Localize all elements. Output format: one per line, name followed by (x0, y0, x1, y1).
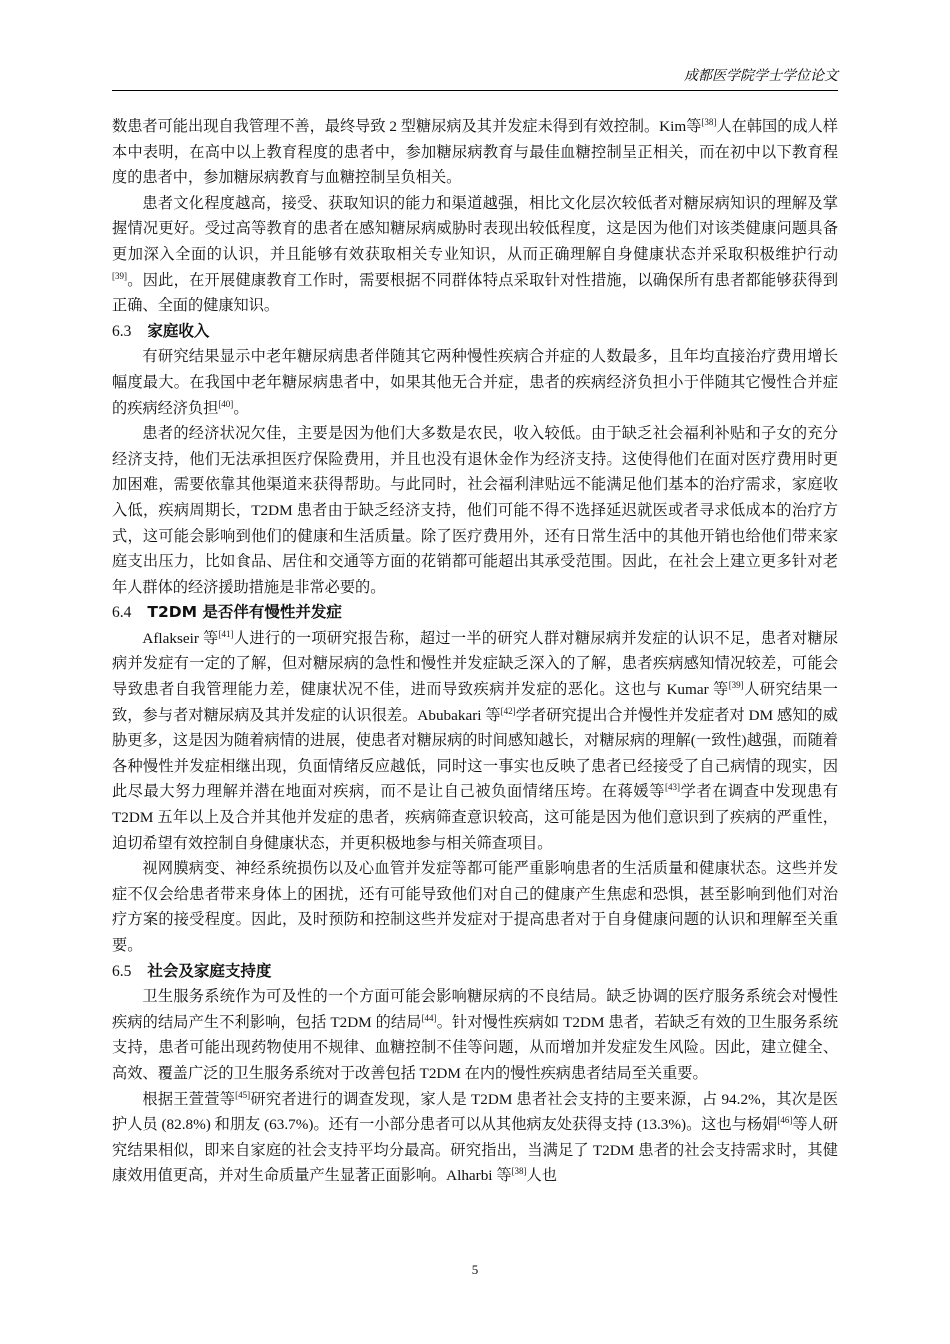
paragraph-text: 根据王萱萱等 (142, 1090, 236, 1108)
section-title: 家庭收入 (147, 321, 210, 340)
citation-ref: [41] (218, 628, 234, 639)
paragraph-text: 学者在调查中发现患有 T2DM 五年以上及合并其他并发症的患者，疾病筛查意识较高，这可能是因为他们意识到了疾病的严重性，迫切希望有效控制自身健康状态，并更积极地参与相关筛查项目。 (112, 783, 839, 852)
page-number: 5 (471, 1262, 479, 1277)
paragraph-text: 研究者进行的调查发现，家人是 T2DM 患者社会支持的主要来源，占 94.2%，其次是医护人员 (82.8%) 和朋友 (63.7%)。还有一小部分患者可以从其他病友处获得支持 (13.3%)。这也与杨娟 (112, 1090, 839, 1134)
paragraph-text: 。 (233, 399, 249, 417)
citation-ref: [42] (500, 705, 516, 716)
section-number: 6.3 (112, 322, 132, 340)
paragraph (112, 191, 838, 319)
paragraph-text: 学者研究提出合并慢性并发症者对 DM 感知的威胁更多，这是因为随着病情的进展，使患者对糖尿病的时间感知越长，对糖尿病的理解(一致性)越强，而随着各种慢性并发症相继出现，负面情绪反应越低，同时这一事实也反映了患者已经接受了自己病情的现实，因此尽最大努力理解并潜在地面对疾病，而不是让自己被负面情绪压垮。在蒋媛等 (112, 706, 838, 801)
citation-ref: [45] (235, 1089, 251, 1100)
paragraph-text: 数患者可能出现自我管理不善，最终导致 2 型糖尿病及其并发症未得到有效控制。Kim等 (112, 118, 702, 135)
paragraph (112, 421, 838, 600)
citation-ref: [39] (728, 680, 744, 690)
paragraph (112, 344, 838, 421)
paragraph-text: 。针对慢性疾病如 T2DM 患者，若缺乏有效的卫生服务系统支持，患者可能出现药物使用不规律、血糖控制不佳等问题，从而增加并发症发生风险。因此，建立健全、高效、覆盖广泛的卫生服务系统对于改善包括 T2DM 在内的慢性疾病患者结局至关重要。 (112, 1013, 839, 1082)
paragraph-text: 视网膜病变、神经系统损伤以及心血管并发症等都可能严重影响患者的生活质量和健康状态。这些并发症不仅会给患者带来身体上的困扰，还有可能导致他们对自己的健康产生焦虑和恐惧，甚至影响到他们对治疗方案的接受程度。因此，及时预防和控制这些并发症对于提高患者对于自身健康问题的认识和理解至关重要。 (112, 860, 838, 954)
paragraph (112, 1087, 838, 1189)
citation-ref: [46] (777, 1115, 793, 1126)
paragraph (112, 856, 838, 958)
paragraph-text: 人进行的一项研究报告称，超过一半的研究人群对糖尿病并发症的认识不足，患者对糖尿病并发症有一定的了解，但对糖尿病的急性和慢性并发症缺乏深入的了解，患者疾病感知情况较差，可能会导致患者自我管理能力差，健康状况不佳，进而导致疾病并发症的恶化。这也与 Kumar 等 (112, 629, 839, 699)
section-heading (112, 319, 838, 345)
paragraph-text: 人研究结果一致，参与者对糖尿病及其并发症的认识很差。Abubakari 等 (112, 681, 838, 724)
paragraph (112, 626, 838, 856)
citation-ref: [43] (665, 782, 680, 793)
running-header (112, 66, 838, 91)
citation-ref: [38] (701, 116, 717, 127)
citation-ref: [40] (218, 398, 234, 409)
paragraph-text: 有研究结果显示中老年糖尿病患者伴随其它两种慢性疾病合并症的人数最多，且年均直接治疗费用增长幅度最大。在我国中老年糖尿病患者中，如果其他无合并症，患者的疾病经济负担小于伴随其它慢性合并症的疾病经济负担 (112, 348, 838, 417)
paragraph-text: 人在韩国的成人样本中表明，在高中以上教育程度的患者中，参加糖尿病教育与最佳血糖控制呈正相关，而在初中以下教育程度的患者中，参加糖尿病教育与血糖控制呈负相关。 (112, 118, 838, 187)
paragraph-text: 患者的经济状况欠佳，主要是因为他们大多数是农民，收入较低。由于缺乏社会福利补贴和子女的充分经济支持，他们无法承担医疗保险费用，并且也没有退休金作为经济支持。这使得他们在面对医疗费用时更加困难，需要依靠其他渠道来获得帮助。与此同时，社会福利津贴远不能满足他们基本的治疗需求，家庭收入低，疾病周期长，T2DM 患者由于缺乏经济支持，他们可能不得不选择延迟就医或者寻求低成本的治疗方式，这可能会影响到他们的健康和生活质量。除了医疗费用外，还有日常生活中的其他开销也给他们带来家庭支出压力，比如食品、居住和交通等方面的花销都可能超出其承受范围。因此，在社会上建立更多针对老年人群体的经济援助措施是非常必要的。 (112, 425, 838, 596)
paragraph-text: 患者文化程度越高，接受、获取知识的能力和渠道越强，相比文化层次较低者对糖尿病知识的理解及掌握情况更好。受过高等教育的患者在感知糖尿病威胁时表现出较低程度，这是因为他们对该类健康问题具备更加深入全面的认识，并且能够有效获取相关专业知识，从而正确理解自身健康状态并采取积极维护行动 (112, 194, 838, 263)
section-title: 社会及家庭支持度 (147, 961, 272, 980)
body-text (112, 114, 838, 1189)
header-title: 成都医学院学士学位论文 (684, 68, 838, 84)
paragraph-text: Aflakseir 等 (142, 629, 219, 647)
paragraph (112, 114, 838, 191)
section-number: 6.4 (112, 604, 132, 622)
citation-ref: [38] (511, 1166, 527, 1177)
paragraph (112, 984, 838, 1086)
citation-ref: [44] (421, 1012, 437, 1023)
section-number: 6.5 (112, 962, 132, 980)
paragraph-text: 等人研究结果相似，即来自家庭的社会支持平均分最高。研究指出，当满足了 T2DM 患者的社会支持需求时，其健康效用值更高，并对生命质量产生显著正面影响。Alharbi 等 (112, 1116, 838, 1185)
paragraph-text: 人也 (526, 1167, 557, 1185)
section-heading (112, 600, 838, 626)
citation-ref: [39] (112, 270, 127, 281)
section-heading (112, 959, 838, 985)
paragraph-text: 。因此，在开展健康教育工作时，需要根据不同群体特点采取针对性措施，以确保所有患者都能够获得到正确、全面的健康知识。 (112, 271, 838, 315)
section-title: T2DM 是否伴有慢性并发症 (147, 603, 342, 622)
paragraph-text: 卫生服务系统作为可及性的一个方面可能会影响糖尿病的不良结局。缺乏协调的医疗服务系统会对慢性疾病的结局产生不利影响，包括 T2DM 的结局 (112, 988, 838, 1031)
